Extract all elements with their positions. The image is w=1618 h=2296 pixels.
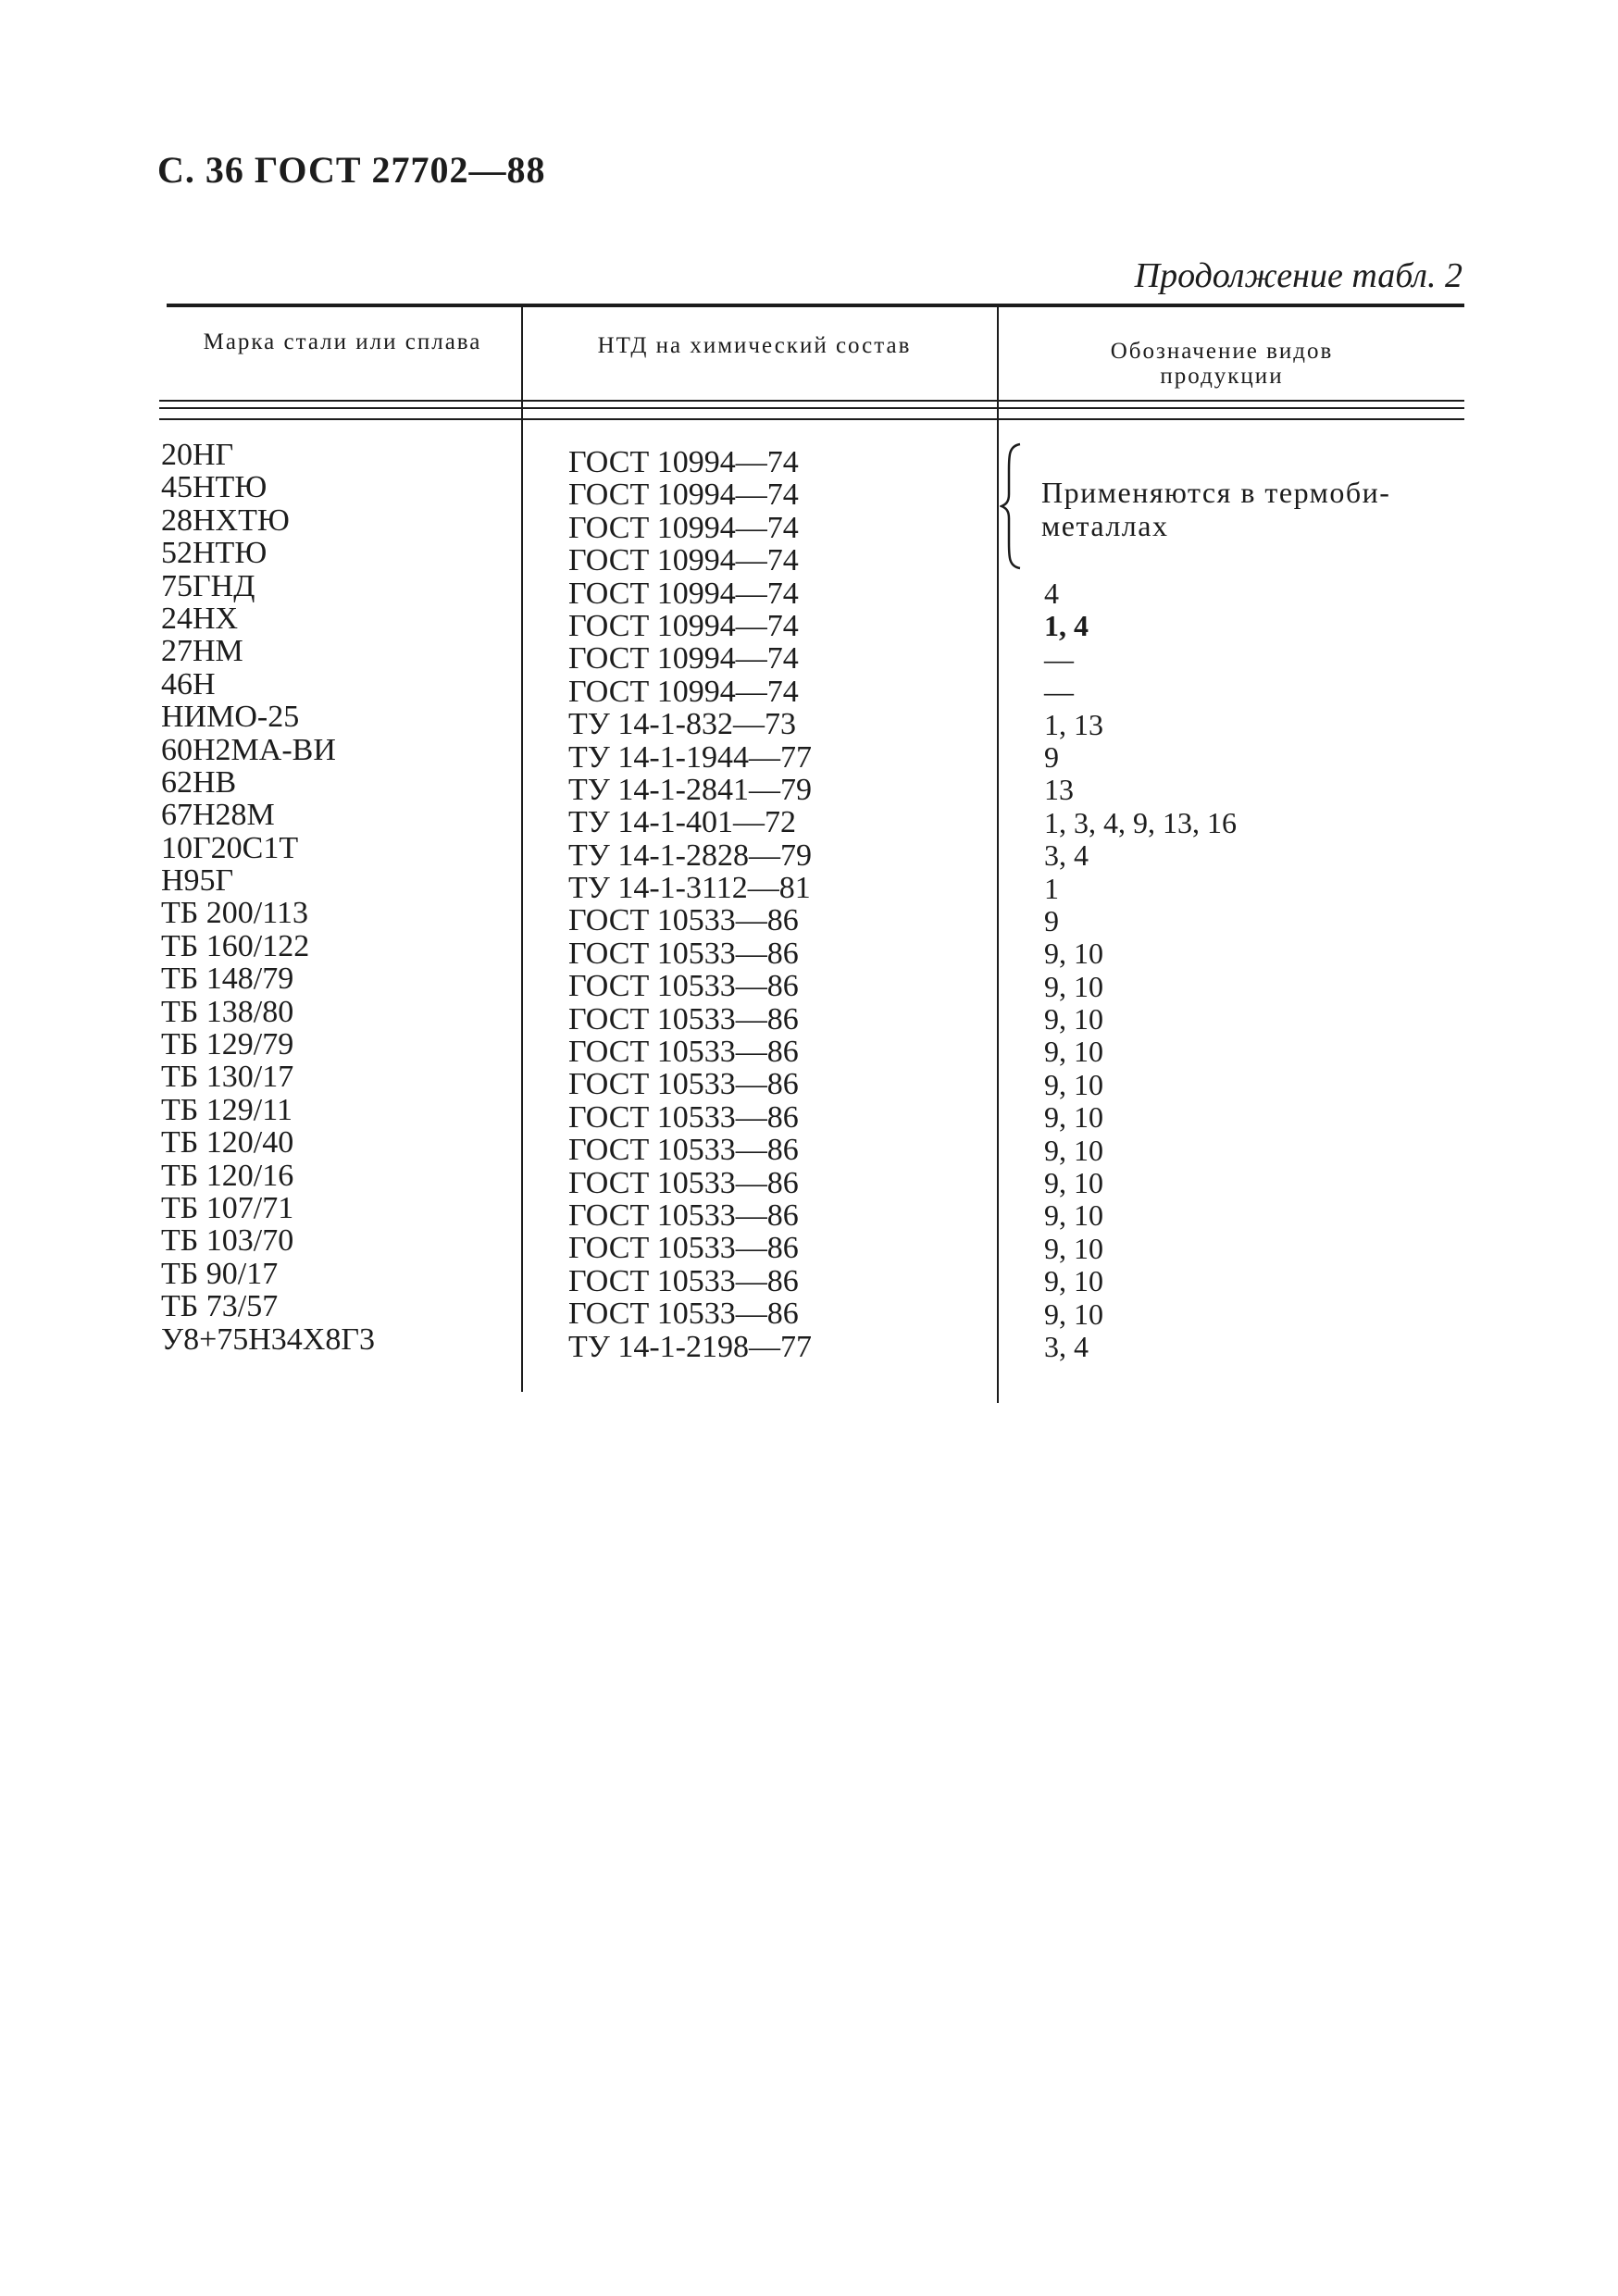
table-row-grade: 52НТЮ: [161, 536, 268, 571]
page-header: С. 36 ГОСТ 27702—88: [157, 149, 546, 191]
table-row-grade: 60Н2МА-ВИ: [161, 732, 336, 767]
table-row-ntd: ГОСТ 10533—86: [568, 936, 799, 971]
table-row-grade: ТБ 130/17: [161, 1060, 294, 1095]
table-row-ntd: ГОСТ 10533—86: [568, 1099, 799, 1135]
table-row-ntd: ТУ 14-1-832—73: [568, 707, 796, 742]
table-row-products: 9: [1044, 903, 1059, 937]
table-row-ntd: ГОСТ 10533—86: [568, 1133, 799, 1168]
table-row-ntd: ГОСТ 10533—86: [568, 1035, 799, 1070]
column-header-products: Обозначение видов продукции: [1110, 339, 1334, 389]
table-row-ntd: ТУ 14-1-2828—79: [568, 838, 812, 873]
table-row-grade: 75ГНД: [161, 568, 255, 603]
grouping-brace-icon: [1000, 442, 1024, 570]
table-row-grade: ТБ 129/11: [161, 1092, 292, 1127]
table-row-ntd: ГОСТ 10533—86: [568, 1297, 799, 1332]
table-row-ntd: ТУ 14-1-2198—77: [568, 1329, 812, 1364]
table-row-grade: ТБ 138/80: [161, 994, 294, 1029]
table-row-products: 9, 10: [1044, 1035, 1103, 1069]
table-row-products: 9: [1044, 739, 1059, 774]
table-row-ntd: ГОСТ 10533—86: [568, 903, 799, 938]
table-row-grade: 46Н: [161, 666, 216, 701]
table-row-products: 9, 10: [1044, 1264, 1103, 1298]
table-row-grade: 62НВ: [161, 764, 237, 800]
table-row-grade: ТБ 73/57: [161, 1289, 279, 1324]
table-row-ntd: ГОСТ 10994—74: [568, 478, 799, 513]
table-row-products: 4: [1044, 577, 1059, 610]
header-bottom-rule-2: [159, 407, 1464, 409]
products-column: [1044, 577, 1237, 1363]
table-continuation-label: Продолжение табл. 2: [1134, 256, 1462, 295]
table-row-products: 9, 10: [1044, 1133, 1103, 1167]
column-divider-1: [521, 307, 523, 1392]
table-row-ntd: ТУ 14-1-2841—79: [568, 772, 812, 807]
table-row-products: 9, 10: [1044, 1002, 1103, 1036]
table-row-products: 9, 10: [1044, 1231, 1103, 1265]
table-row-grade: 10Г20С1Т: [161, 830, 299, 865]
table-row-ntd: ГОСТ 10533—86: [568, 1263, 799, 1298]
table-row-ntd: ГОСТ 10533—86: [568, 1001, 799, 1036]
table-row-products: 9, 10: [1044, 1166, 1103, 1200]
table-row-ntd: ГОСТ 10533—86: [568, 1067, 799, 1102]
table-row-products: 13: [1044, 773, 1074, 807]
table-row-products: 9, 10: [1044, 1067, 1103, 1101]
table-row-products: 3, 4: [1044, 1329, 1089, 1363]
table-row-grade: ТБ 200/113: [161, 896, 308, 931]
table-row-products: 1, 4: [1044, 609, 1089, 643]
table-row-ntd: ГОСТ 10994—74: [568, 608, 799, 643]
table-row-products: 1, 3, 4, 9, 13, 16: [1044, 805, 1237, 839]
table-row-grade: 67Н28М: [161, 798, 275, 833]
table-row-ntd: ГОСТ 10994—74: [568, 641, 799, 676]
table-row-products: 9, 10: [1044, 969, 1103, 1003]
table-row-grade: ТБ 90/17: [161, 1256, 279, 1291]
grouped-products-note: [1041, 476, 1390, 542]
table-row-grade: 45НТЮ: [161, 470, 268, 505]
table-row-ntd: ГОСТ 10533—86: [568, 1198, 799, 1233]
table-row-ntd: ГОСТ 10533—86: [568, 1231, 799, 1266]
table-row-products: 9, 10: [1044, 937, 1103, 971]
grouped-note-line: Применяются в термоби-: [1041, 476, 1391, 509]
table-row-ntd: ТУ 14-1-3112—81: [568, 871, 811, 906]
header-bottom-rule-1: [159, 400, 1464, 402]
table-row-grade: ТБ 103/70: [161, 1223, 294, 1259]
table-row-grade: 27НМ: [161, 634, 243, 669]
table-top-rule: [167, 304, 1464, 307]
table-row-grade: 28НХТЮ: [161, 503, 290, 538]
table-row-products: —: [1044, 675, 1074, 709]
table-row-ntd: ГОСТ 10994—74: [568, 510, 799, 545]
table-row-products: 9, 10: [1044, 1297, 1103, 1331]
table-row-grade: НИМО-25: [161, 700, 300, 735]
table-row-ntd: ГОСТ 10533—86: [568, 1165, 799, 1200]
column-divider-2: [997, 307, 999, 1403]
ntd-column: [568, 446, 812, 1363]
table-row-products: 1, 13: [1044, 707, 1103, 741]
table-row-grade: ТБ 107/71: [161, 1190, 294, 1225]
table-row-ntd: ТУ 14-1-1944—77: [568, 739, 812, 775]
table-row-products: 9, 10: [1044, 1100, 1103, 1135]
grade-column: [161, 439, 375, 1356]
table-row-grade: ТБ 120/16: [161, 1158, 294, 1193]
table-row-grade: ТБ 129/79: [161, 1027, 294, 1062]
table-row-grade: 20НГ: [161, 438, 234, 472]
table-row-products: 1: [1044, 871, 1059, 905]
table-row-ntd: ТУ 14-1-401—72: [568, 805, 796, 840]
table-row-ntd: ГОСТ 10994—74: [568, 674, 799, 709]
table-row-products: 3, 4: [1044, 838, 1089, 873]
table-row-products: —: [1044, 641, 1074, 676]
table-row-ntd: ГОСТ 10994—74: [568, 445, 799, 479]
table-row-ntd: ГОСТ 10994—74: [568, 543, 799, 578]
table-row-grade: ТБ 160/122: [161, 928, 310, 963]
grouped-note-line: металлах: [1041, 509, 1169, 542]
table-row-grade: У8+75Н34Х8Г3: [161, 1322, 376, 1357]
table-row-products: 9, 10: [1044, 1198, 1103, 1233]
header-bottom-rule-3: [159, 418, 1464, 420]
column-header-ntd: НТД на химический состав: [597, 333, 912, 358]
table-row-grade: Н95Г: [161, 863, 234, 899]
table-row-grade: ТБ 148/79: [161, 962, 294, 997]
table-row-grade: ТБ 120/40: [161, 1125, 294, 1160]
column-header-grade: Марка стали или сплава: [203, 329, 482, 354]
table-row-grade: 24НХ: [161, 601, 239, 636]
table-row-ntd: ГОСТ 10533—86: [568, 969, 799, 1004]
table-row-ntd: ГОСТ 10994—74: [568, 576, 799, 611]
